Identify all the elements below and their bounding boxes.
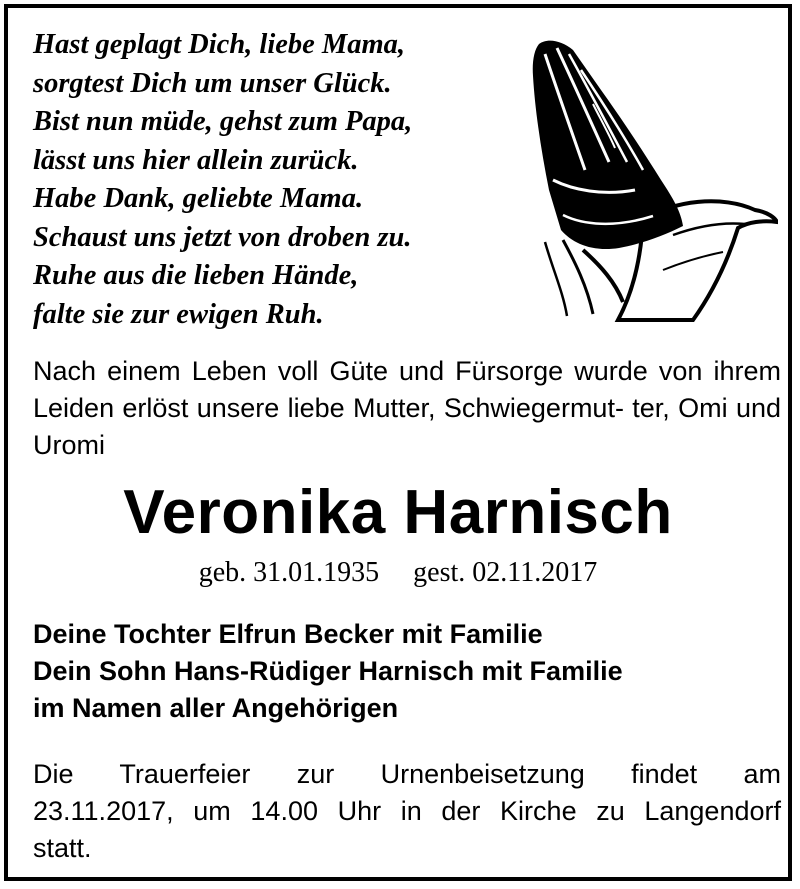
ceremony-line: statt.: [33, 833, 92, 863]
poem-line: Hast geplagt Dich, liebe Mama,: [33, 29, 406, 60]
ceremony-line: Die Trauerfeier zur Urnenbeisetzung findet am: [33, 759, 781, 789]
obituary-notice: [4, 4, 792, 881]
mourners-list: [33, 616, 773, 727]
mourner-line: Deine Tochter Elfrun Becker mit Familie: [33, 619, 543, 649]
poem: [33, 26, 513, 334]
life-dates: [8, 556, 788, 590]
birth-date: geb. 31.01.1935: [198, 557, 380, 588]
poem-line: sorgtest Dich um unser Glück.: [33, 67, 392, 99]
poem-line: Ruhe aus die lieben Hände,: [33, 260, 359, 291]
death-date: gest. 02.11.2017: [413, 557, 598, 588]
ceremony-text: [33, 756, 781, 867]
poem-line: falte sie zur ewigen Ruh.: [33, 298, 324, 330]
poem-line: lässt uns hier allein zurück.: [33, 144, 359, 176]
ceremony-line: 23.11.2017, um 14.00 Uhr in der Kirche zu Langendorf: [33, 796, 781, 826]
mourner-line: Dein Sohn Hans-Rüdiger Harnisch mit Familie: [33, 656, 623, 686]
poem-line: Schaust uns jetzt von droben zu.: [33, 221, 412, 253]
poem-line: Bist nun müde, gehst zum Papa,: [33, 106, 413, 137]
poem-line: Habe Dank, geliebte Mama.: [33, 183, 364, 214]
mourner-line: im Namen aller Angehörigen: [33, 693, 399, 723]
intro-text: Nach einem Leben voll Güte und Fürsorge wurde von ihrem Leiden erlöst unsere liebe Mutter, Schwiegermut- ter, Omi und Uromi: [33, 356, 781, 460]
praying-hands-icon: [523, 30, 778, 322]
deceased-name: Veronika Harnisch: [123, 478, 673, 547]
